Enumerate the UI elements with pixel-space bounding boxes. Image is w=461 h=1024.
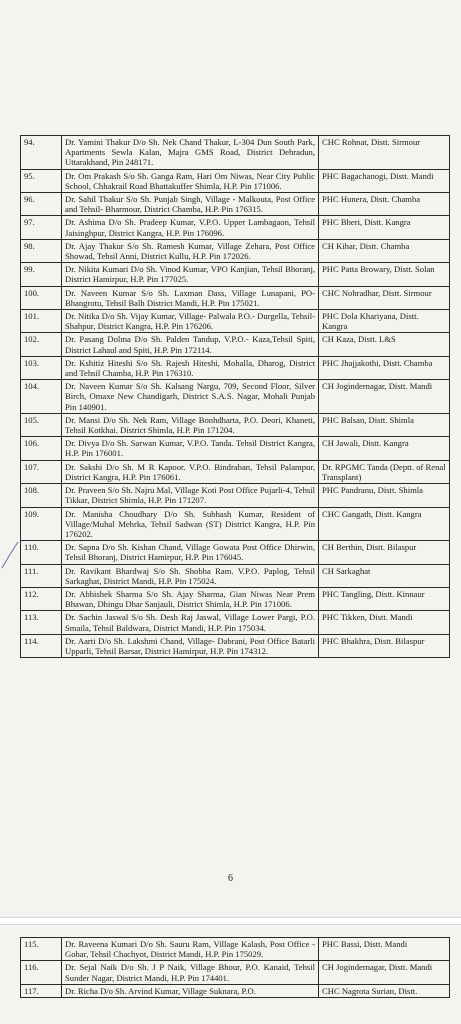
address-cell: Dr. Sapna D/o Sh. Kishan Chand, Village Gowata Post Office Dhirwin, Tehsil Bhoranj, District Hamirpur, H.P. Pin 176045. [62, 541, 319, 564]
address-cell: Dr. Nikita Kumari D/o Sh. Vinod Kumar, VPO Kanjian, Tehsil Bhoranj, District Hamirpur, H.P. Pin 177025. [62, 263, 319, 286]
table-row [21, 961, 450, 984]
posting-cell: CH Kihar, Distt. Chamba [319, 239, 450, 262]
table-row [21, 984, 450, 997]
roster-table-next-page-body [21, 938, 450, 998]
address-cell: Dr. Naveen Kumar S/o Sh. Kalsang Nargu, 709, Second Floor, Silver Birch, Omaxe New Chandigarh, District S.A.S. Nagar, Mohali Punjab Pin 140901. [62, 380, 319, 414]
posting-cell: PHC Pandranu, Distt. Shimla [319, 484, 450, 507]
table-row [21, 216, 450, 239]
address-cell: Dr. Nitika D/o Sh. Vijay Kumar, Village- Palwala P.O.- Durgella, Tehsil-Shahpur, District Kangra, H.P. Pin 176206. [62, 310, 319, 333]
pen-mark [0, 540, 20, 570]
table-row [21, 263, 450, 286]
posting-cell: CH Jogindernagar, Distt. Mandi [319, 380, 450, 414]
posting-cell: PHC Bheri, Distt. Kangra [319, 216, 450, 239]
serial-number-cell: 97. [21, 216, 62, 239]
address-cell: Dr. Om Prakash S/o Sh. Ganga Ram, Hari Om Niwas, Near City Public School, Chhakrail Road Bhattakuffer Shimla, H.P. Pin 171006. [62, 169, 319, 192]
address-cell: Dr. Manisha Choudhary D/o Sh. Subhash Kumar, Resident of Village/Muhal Mehrka, Tehsil Sadwan (ST) District Kangra, H.P. Pin 176202. [62, 507, 319, 541]
serial-number-cell: 101. [21, 310, 62, 333]
serial-number-cell: 100. [21, 286, 62, 309]
posting-cell: CH Berthin, Distt. Bilaspur [319, 541, 450, 564]
serial-number-cell: 106. [21, 437, 62, 460]
posting-cell: CH Kaza, Distt. L&S [319, 333, 450, 356]
serial-number-cell: 116. [21, 961, 62, 984]
table-row [21, 169, 450, 192]
address-cell: Dr. Sejal Naik D/o Sh. J P Naik, Village Bhour, P.O. Kanaid, Tehsil Sunder Nagar, District Mandi, H.P. Pin 174401. [62, 961, 319, 984]
posting-cell: PHC Bhakhra, Distt. Bilaspur [319, 634, 450, 657]
address-cell: Dr. Kshitiz Hiteshi S/o Sh. Rajesh Hiteshi, Mohalla, Dharog, District and Tehsil Chamba, H.P. Pin 176310. [62, 356, 319, 379]
posting-cell: CH Sarkaghat [319, 564, 450, 587]
posting-cell: PHC Tikken, Distt. Mandi [319, 611, 450, 634]
serial-number-cell: 113. [21, 611, 62, 634]
posting-cell: PHC Patta Browary, Distt. Solan [319, 263, 450, 286]
posting-cell: CH Jogindernagar, Distt. Mandi [319, 961, 450, 984]
address-cell: Dr. Richa D/o Sh. Arvind Kumar, Village Suknara, P.O. [62, 984, 319, 997]
serial-number-cell: 112. [21, 587, 62, 610]
serial-number-cell: 110. [21, 541, 62, 564]
table-row [21, 286, 450, 309]
table-row [21, 239, 450, 262]
serial-number-cell: 102. [21, 333, 62, 356]
address-cell: Dr. Sakshi D/o Sh. M R Kapoor. V.P.O. Bindraban, Tehsil Palampur, District Kangra, H.P. Pin 176061. [62, 460, 319, 483]
table-row [21, 564, 450, 587]
serial-number-cell: 109. [21, 507, 62, 541]
posting-cell: PHC Dola Khariyana, Distt. Kangra [319, 310, 450, 333]
address-cell: Dr. Naveen Kumar S/o Sh. Laxman Dass, Village Lunapani, PO- Bhangrotu, Tehsil Balh District Mandi, H.P. Pin 175021. [62, 286, 319, 309]
page-separator [0, 917, 461, 925]
table-row [21, 380, 450, 414]
table-row [21, 541, 450, 564]
table-row [21, 611, 450, 634]
serial-number-cell: 111. [21, 564, 62, 587]
address-cell: Dr. Pasang Dolma D/o Sh. Palden Tandup, V.P.O.- Kaza,Tehsil Spiti, District Lahaul and Spiti, H.P. Pin 172114. [62, 333, 319, 356]
address-cell: Dr. Divya D/o Sh. Sarwan Kumar, V.P.O. Tanda. Tehsil District Kangra, H.P. Pin 176001. [62, 437, 319, 460]
serial-number-cell: 94. [21, 136, 62, 170]
address-cell: Dr. Mansi D/o Sh. Nek Ram, Village Bonhdharta, P.O. Deori, Khaneti, Tehsil Kotkhai. District Shimla, H.P. Pin 171204. [62, 413, 319, 436]
address-cell: Dr. Sachin Jaswal S/o Sh. Desh Raj Jaswal, Village Lower Pargi, P.O. Smaila, Tehsil Baldwara, District Mandi, H.P. Pin 175034. [62, 611, 319, 634]
serial-number-cell: 115. [21, 938, 62, 961]
page-number: 6 [228, 873, 233, 884]
serial-number-cell: 108. [21, 484, 62, 507]
table-row [21, 484, 450, 507]
posting-cell: CHC Gangath, Distt. Kangra [319, 507, 450, 541]
posting-cell: PHC Bassi, Distt. Mandi [319, 938, 450, 961]
table-row [21, 310, 450, 333]
posting-cell: CHC Rohnat, Distt. Sirmour [319, 136, 450, 170]
roster-table-body [21, 136, 450, 658]
address-cell: Dr. Praveen S/o Sh. Najru Mal, Village Koti Post Office Pujarli-4, Tehsil Tikkar, District Shimla, H.P. Pin 171207. [62, 484, 319, 507]
serial-number-cell: 105. [21, 413, 62, 436]
serial-number-cell: 107. [21, 460, 62, 483]
table-row [21, 587, 450, 610]
roster-table [20, 135, 450, 658]
table-row [21, 938, 450, 961]
serial-number-cell: 95. [21, 169, 62, 192]
address-cell: Dr. Abhishek Sharma S/o Sh. Ajay Sharma, Gian Niwas Near Prem Bhawan, Dhingu Dhar Sanjauli, District Shimla, H.P. Pin 171006. [62, 587, 319, 610]
serial-number-cell: 114. [21, 634, 62, 657]
table-row [21, 460, 450, 483]
table-row [21, 193, 450, 216]
posting-cell: PHC Jhajjakothi, Distt. Chamba [319, 356, 450, 379]
posting-cell: CH Jawali, Distt. Kangra [319, 437, 450, 460]
table-row [21, 437, 450, 460]
serial-number-cell: 103. [21, 356, 62, 379]
address-cell: Dr. Ajay Thakur S/o Sh. Ramesh Kumar, Village Zehara, Post Office Showad, Tehsil Anni, District Kullu, H.P. Pin 172026. [62, 239, 319, 262]
address-cell: Dr. Ashima D/o Sh. Pradeep Kumar, V.P.O. Upper Lambagaon, Tehsil Jaisinghpur, District Kangra, H.P. Pin 176096. [62, 216, 319, 239]
posting-cell: PHC Hunera, Distt. Chamba [319, 193, 450, 216]
address-cell: Dr. Aarti D/o Sh. Lakshmi Chand, Village- Dabrani, Post Office Batarli Upparli, Tehsil Barsar, District Hamirpur, H.P. Pin 174312. [62, 634, 319, 657]
serial-number-cell: 104. [21, 380, 62, 414]
serial-number-cell: 117. [21, 984, 62, 997]
posting-cell: Dr. RPGMC Tanda (Deptt. of Renal Transplant) [319, 460, 450, 483]
serial-number-cell: 99. [21, 263, 62, 286]
table-row [21, 136, 450, 170]
roster-table-next-page [20, 937, 450, 998]
table-row [21, 356, 450, 379]
table-row [21, 413, 450, 436]
serial-number-cell: 98. [21, 239, 62, 262]
posting-cell: PHC Bagachanogi, Distt. Mandi [319, 169, 450, 192]
posting-cell: CHC Nagrota Surian, Distt. [319, 984, 450, 997]
table-row [21, 507, 450, 541]
address-cell: Dr. Yamini Thakur D/o Sh. Nek Chand Thakur, L-304 Dun South Park, Apartments Sewla Kalan, Majra GMS Road, District Dehradun, Uttarakhand, Pin 248171. [62, 136, 319, 170]
posting-cell: CHC Nohradhar, Distt. Sirmour [319, 286, 450, 309]
posting-cell: PHC Balsan, Distt. Shimla [319, 413, 450, 436]
address-cell: Dr. Sahil Thakur S/o Sh. Punjab Singh, Village - Malkouta, Post Office and Tehsil- Bharmour, District Chamba, H.P. Pin 176315. [62, 193, 319, 216]
table-row [21, 634, 450, 657]
address-cell: Dr. Ravikant Bhardwaj S/o Sh. Shobha Ram. V.P.O. Paplog, Tehsil Sarkaghat, District Mandi, H.P. Pin 175024. [62, 564, 319, 587]
serial-number-cell: 96. [21, 193, 62, 216]
posting-cell: PHC Tangling, Distt. Kinnaur [319, 587, 450, 610]
table-row [21, 333, 450, 356]
address-cell: Dr. Raveena Kumari D/o Sh. Sauru Ram, Village Kalash, Post Office - Gohar, Tehsil Chachyot, District Mandi, H.P. Pin 175029. [62, 938, 319, 961]
